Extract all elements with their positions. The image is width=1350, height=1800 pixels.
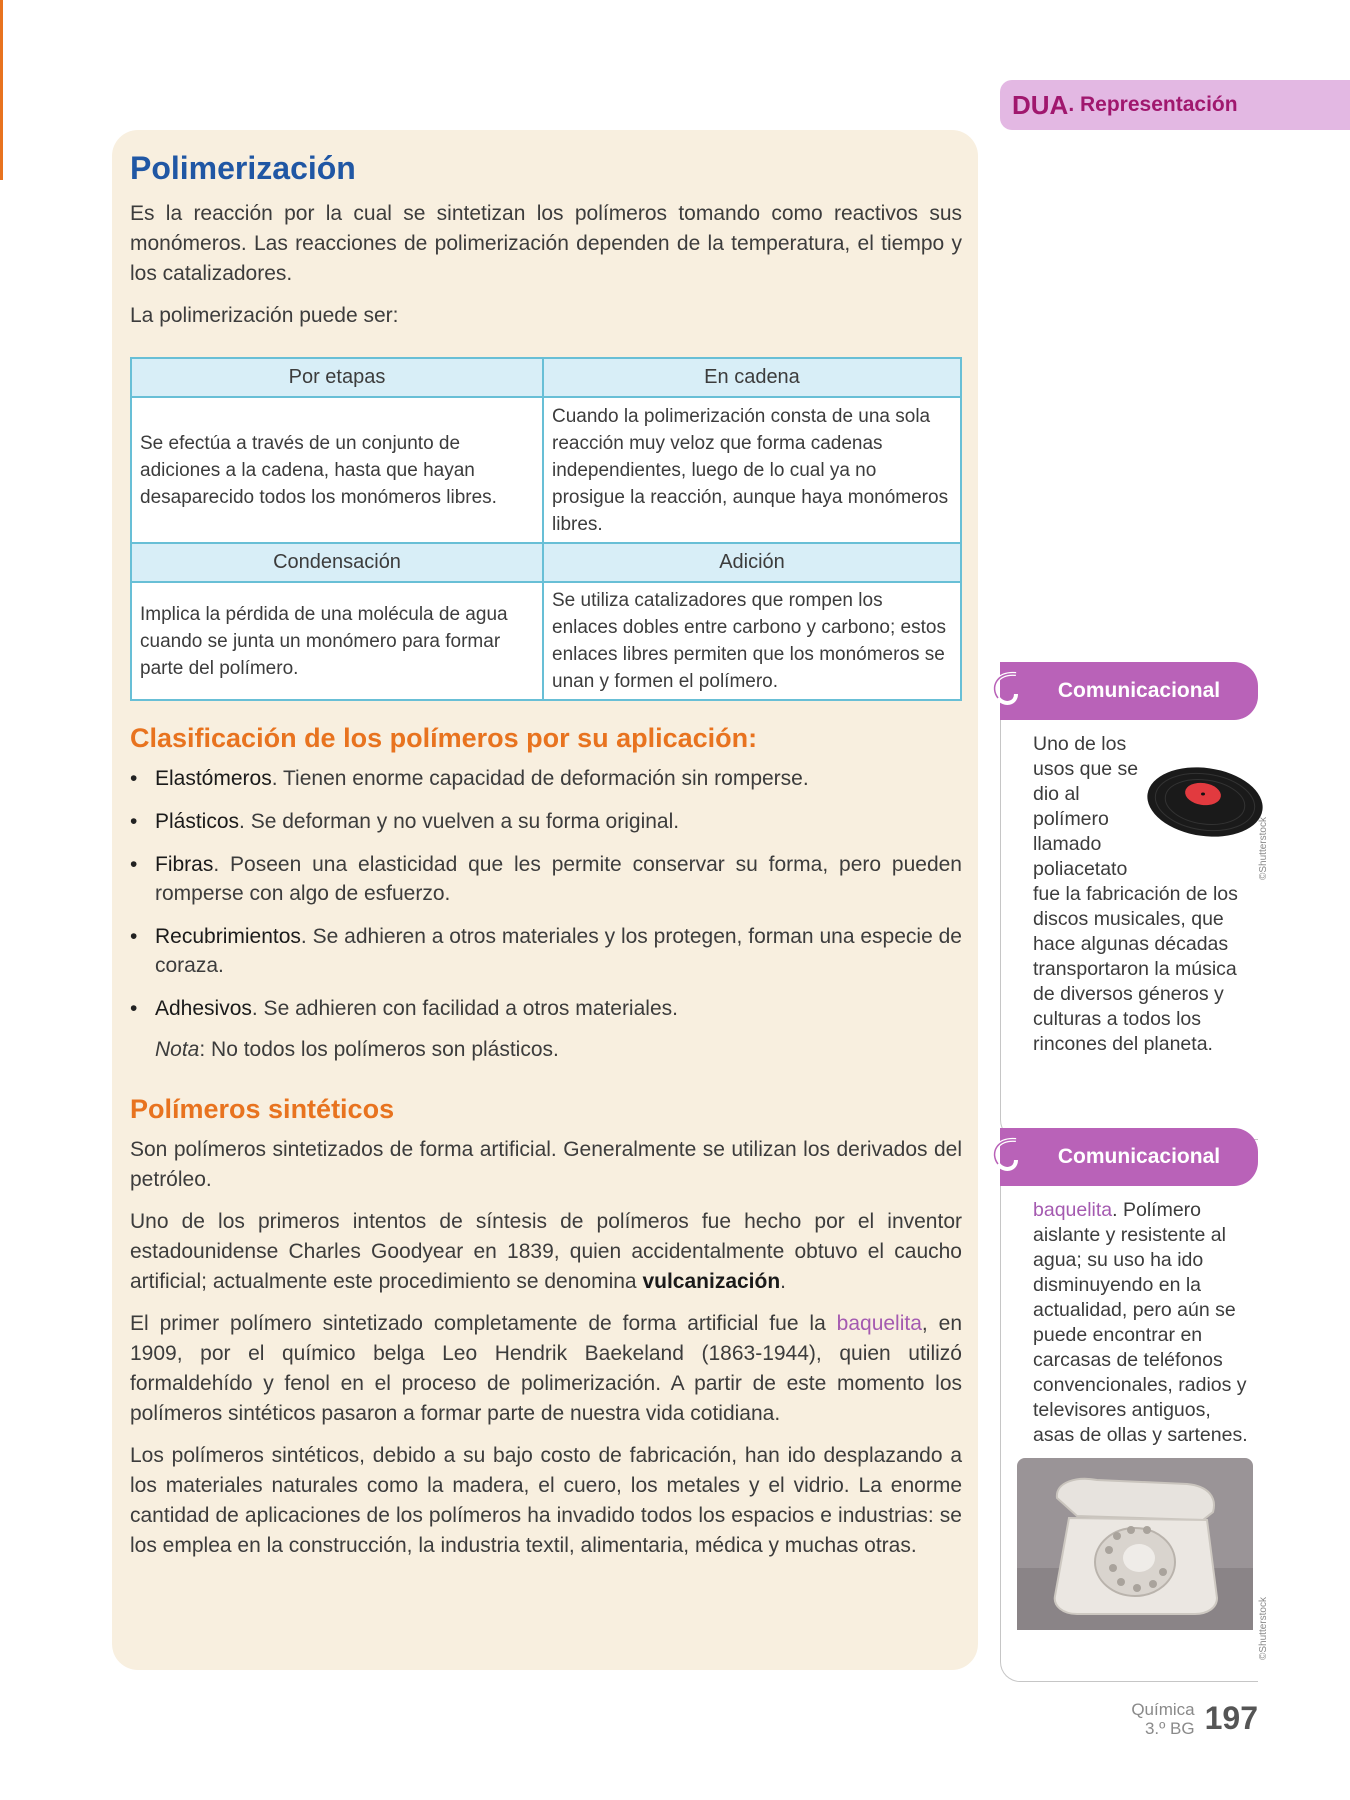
baquelita-text: baquelita. Polímero aislante y resistente al agua; su uso ha ido disminuyendo en la actualidad, pero aún se puede encontrar en carcasas de teléfonos convencionales, radios y televisores antiguos, asas de ollas y sartenes. bbox=[1033, 1199, 1248, 1446]
list-item: • Elastómeros. Tienen enorme capacidad de deformación sin romperse. bbox=[130, 767, 809, 790]
list-item: • Plásticos. Se deforman y no vuelven a su forma original. bbox=[130, 810, 680, 833]
table-cell-adicion: Se utiliza catalizadores que rompen los enlaces dobles entre carbono y carbono; estos enlaces libres permiten que los monómeros se unan y formen el polímero. bbox=[543, 582, 961, 700]
page-footer bbox=[1131, 1700, 1258, 1738]
vinyl-record-image bbox=[1145, 762, 1265, 840]
curl-icon bbox=[986, 668, 1026, 712]
table-cell-en-cadena: Cuando la polimerización consta de una sola reacción muy veloz que forma cadenas independientes, luego de lo cual ya no prosigue la reacción, aunque haya monómeros libres. bbox=[543, 397, 961, 543]
comunicacional-card-baquelita bbox=[988, 1128, 1269, 1682]
image-credit: ©Shutterstock bbox=[1258, 817, 1269, 880]
edge-accent-bar bbox=[0, 0, 3, 180]
nota-text: Nota: No todos los polímeros son plásticos. bbox=[155, 1038, 559, 1061]
footer-subject: Química bbox=[1131, 1700, 1195, 1719]
comunicacional-header: Comunicacional bbox=[1000, 662, 1258, 720]
sinteticos-paragraph-1: Son polímeros sintetizados de forma artificial. Generalmente se utilizan los derivados del petróleo. bbox=[130, 1138, 962, 1191]
comunicacional-body bbox=[1000, 720, 1258, 1140]
polymerization-types-table bbox=[130, 357, 962, 701]
list-item: • Fibras. Poseen una elasticidad que les permite conservar su forma, pero pueden romperse con algo de esfuerzo. bbox=[130, 853, 962, 905]
classification-list bbox=[130, 764, 962, 1023]
page-number: 197 bbox=[1204, 1700, 1258, 1736]
vinyl-text-bottom: fue la fabricación de los discos musicales, que hace algunas décadas transportaron la música de diversos géneros y culturas a todos los rincones del planeta. bbox=[1033, 883, 1238, 1055]
vinyl-text-top: Uno de los usos que se dio al polímero llamado poliacetato bbox=[1033, 733, 1139, 880]
dua-label: DUA bbox=[1012, 89, 1069, 120]
list-item: • Recubrimientos. Se adhieren a otros materiales y los protegen, forman una especie de coraza. bbox=[130, 925, 962, 977]
polimerizacion-title: Polimerización bbox=[130, 150, 356, 186]
table-header-condensacion: Condensación bbox=[131, 543, 543, 582]
rotary-telephone-image bbox=[1017, 1458, 1253, 1630]
table-cell-condensacion: Implica la pérdida de una molécula de agua cuando se junta un monómero para formar parte del polímero. bbox=[131, 582, 543, 700]
dua-banner bbox=[1000, 80, 1350, 130]
sinteticos-title: Polímeros sintéticos bbox=[130, 1094, 395, 1124]
sinteticos-paragraph-4: Los polímeros sintéticos, debido a su bajo costo de fabricación, han ido desplazando a los materiales naturales como la madera, el cuero, los metales y el vidrio. La enorme cantidad de aplicaciones de los polímeros ha invadido todos los espacios e industrias: se los emplea en la construcción, la industria textil, alimentaria, médica y muchas otras. bbox=[130, 1444, 962, 1557]
image-credit: ©Shutterstock bbox=[1258, 1597, 1269, 1660]
footer-grade: 3.º BG bbox=[1144, 1719, 1195, 1738]
clasificacion-title: Clasificación de los polímeros por su aplicación: bbox=[130, 723, 758, 753]
comunicacional-header: Comunicacional bbox=[1000, 1128, 1258, 1186]
table-header-en-cadena: En cadena bbox=[543, 358, 961, 397]
comunicacional-body bbox=[1000, 1186, 1258, 1682]
table-header-por-etapas: Por etapas bbox=[131, 358, 543, 397]
sinteticos-paragraph-3: El primer polímero sintetizado completamente de forma artificial fue la baquelita, en 1909, por el químico belga Leo Hendrik Baekeland (1863-1944), quien utilizó formaldehído y fenol en el proceso de polimerización. A partir de este momento los polímeros sintéticos pasaron a formar parte de nuestra vida cotidiana. bbox=[130, 1312, 963, 1425]
sinteticos-paragraph-2: Uno de los primeros intentos de síntesis de polímeros fue hecho por el inventor estadounidense Charles Goodyear en 1839, quien accidentalmente obtuvo el caucho artificial; actualmente este procedimiento se denomina vulcanización. bbox=[130, 1210, 962, 1293]
main-content-panel bbox=[112, 130, 978, 1670]
dua-subtitle: . Representación bbox=[1068, 93, 1238, 116]
table-header-adicion: Adición bbox=[543, 543, 961, 582]
table-cell-por-etapas: Se efectúa a través de un conjunto de adiciones a la cadena, hasta que hayan desaparecido todos los monómeros libres. bbox=[131, 397, 543, 543]
curl-icon bbox=[986, 1134, 1026, 1178]
polimerizacion-intro: La polimerización puede ser: bbox=[130, 304, 399, 327]
list-item: • Adhesivos. Se adhieren con facilidad a otros materiales. bbox=[130, 997, 678, 1020]
polimerizacion-paragraph: Es la reacción por la cual se sintetizan los polímeros tomando como reactivos sus monómeros. Las reacciones de polimerización dependen de la temperatura, el tiempo y los catalizadores. bbox=[130, 202, 962, 285]
comunicacional-card-vinyl bbox=[988, 662, 1269, 1140]
